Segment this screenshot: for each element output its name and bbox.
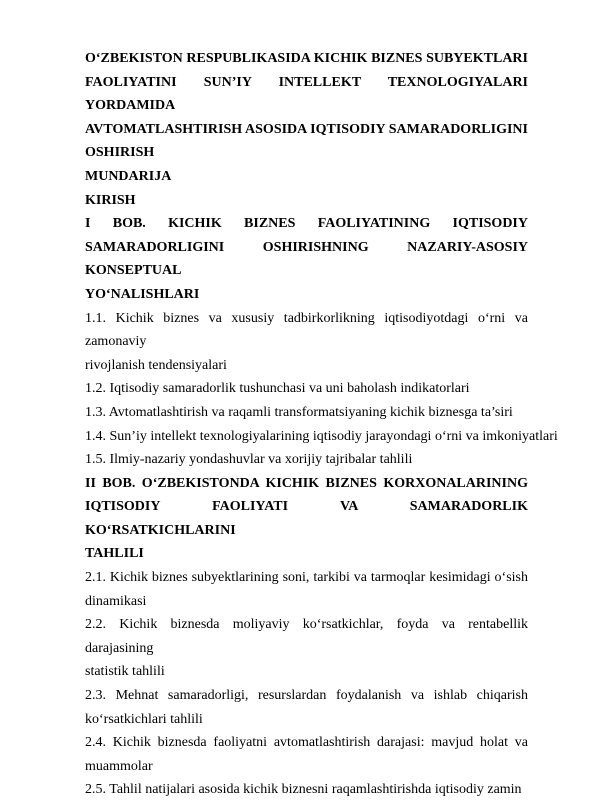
toc-item-text: ko‘rsatkichlari tahlili: [85, 711, 203, 727]
title-line-1: O‘ZBEKISTON RESPUBLIKASIDA KICHIK BIZNES SUBYEKTLARI: [85, 51, 528, 66]
toc-item-text: 2.2. Kichik biznesda moliyaviy ko‘rsatkichlar, foyda va rentabellik darajasining: [85, 617, 528, 656]
toc-item-2-4: [85, 731, 528, 778]
chapter-1-heading: [85, 212, 528, 306]
toc-item-text: 1.1. Kichik biznes va xususiy tadbirkorlikning iqtisodiyotdagi o‘rni va zamonaviy: [85, 310, 528, 350]
chapter-2-line-1: II BOB. O‘ZBEKISTONDA KICHIK BIZNES KORXONALARINING: [85, 475, 528, 491]
chapter-1-line-3: YO‘NALISHLARI: [85, 286, 200, 302]
chapter-1-line-2: SAMARADORLIGINI OSHIRISHNING NAZARIY-ASOSIY KONSEPTUAL: [85, 239, 528, 279]
intro-heading: KIRISH: [85, 192, 136, 208]
toc-item-1-3: 1.3. Avtomatlashtirish va raqamli transformatsiyaning kichik biznesga ta’siri: [85, 404, 513, 420]
toc-item-1-2: 1.2. Iqtisodiy samaradorlik tushunchasi va uni baholash indikatorlari: [85, 381, 470, 397]
chapter-2-heading: [85, 472, 528, 566]
toc-item-2-1: [85, 566, 528, 613]
title-line-3: AVTOMATLASHTIRISH ASOSIDA IQTISODIY SAMARADORLIGINI: [85, 121, 528, 137]
toc-item-text: dinamikasi: [85, 593, 147, 609]
toc-item-1-5: 1.5. Ilmiy-nazariy yondashuvlar va xorijiy tajribalar tahlili: [85, 452, 413, 468]
toc-item-text: 2.3. Mehnat samaradorligi, resurslardan foydalanish va ishlab chiqarish: [85, 688, 528, 704]
toc-item-1-1: [85, 307, 528, 378]
toc-item-text: statistik tahlili: [85, 664, 165, 680]
document-page: [85, 47, 558, 802]
toc-item-text: 2.4. Kichik biznesda faoliyatni avtomatlashtirish darajasi: mavjud holat va: [85, 735, 528, 751]
toc-item-2-5: 2.5. Tahlil natijalari asosida kichik biznesni raqamlashtirishda iqtisodiy zamin: [85, 782, 522, 798]
chapter-1-line-1: I BOB. KICHIK BIZNES FAOLIYATINING IQTISODIY: [85, 216, 528, 232]
document-title: [85, 47, 528, 165]
toc-item-text: 2.1. Kichik biznes subyektlarining soni, tarkibi va tarmoqlar kesimidagi o‘sish: [85, 570, 528, 586]
chapter-2-line-2: IQTISODIY FAOLIYATI VA SAMARADORLIK KO‘RSATKICHLARINI: [85, 499, 528, 538]
title-line-4: OSHIRISH: [85, 145, 155, 161]
toc-item-text: rivojlanish tendensiyalari: [85, 357, 227, 373]
title-line-2: FAOLIYATINI SUN’IY INTELLEKT TEXNOLOGIYALARI YORDAMIDA: [85, 74, 528, 114]
toc-item-2-2: [85, 613, 528, 684]
chapter-2-line-3: TAHLILI: [85, 546, 144, 562]
toc-item-2-3: [85, 684, 528, 731]
contents-heading: MUNDARIJA: [85, 168, 172, 184]
toc-item-1-4: 1.4. Sun’iy intellekt texnologiyalarining iqtisodiy jarayondagi o‘rni va imkoniyatlari: [85, 428, 558, 444]
toc-item-text: muammolar: [85, 758, 153, 774]
